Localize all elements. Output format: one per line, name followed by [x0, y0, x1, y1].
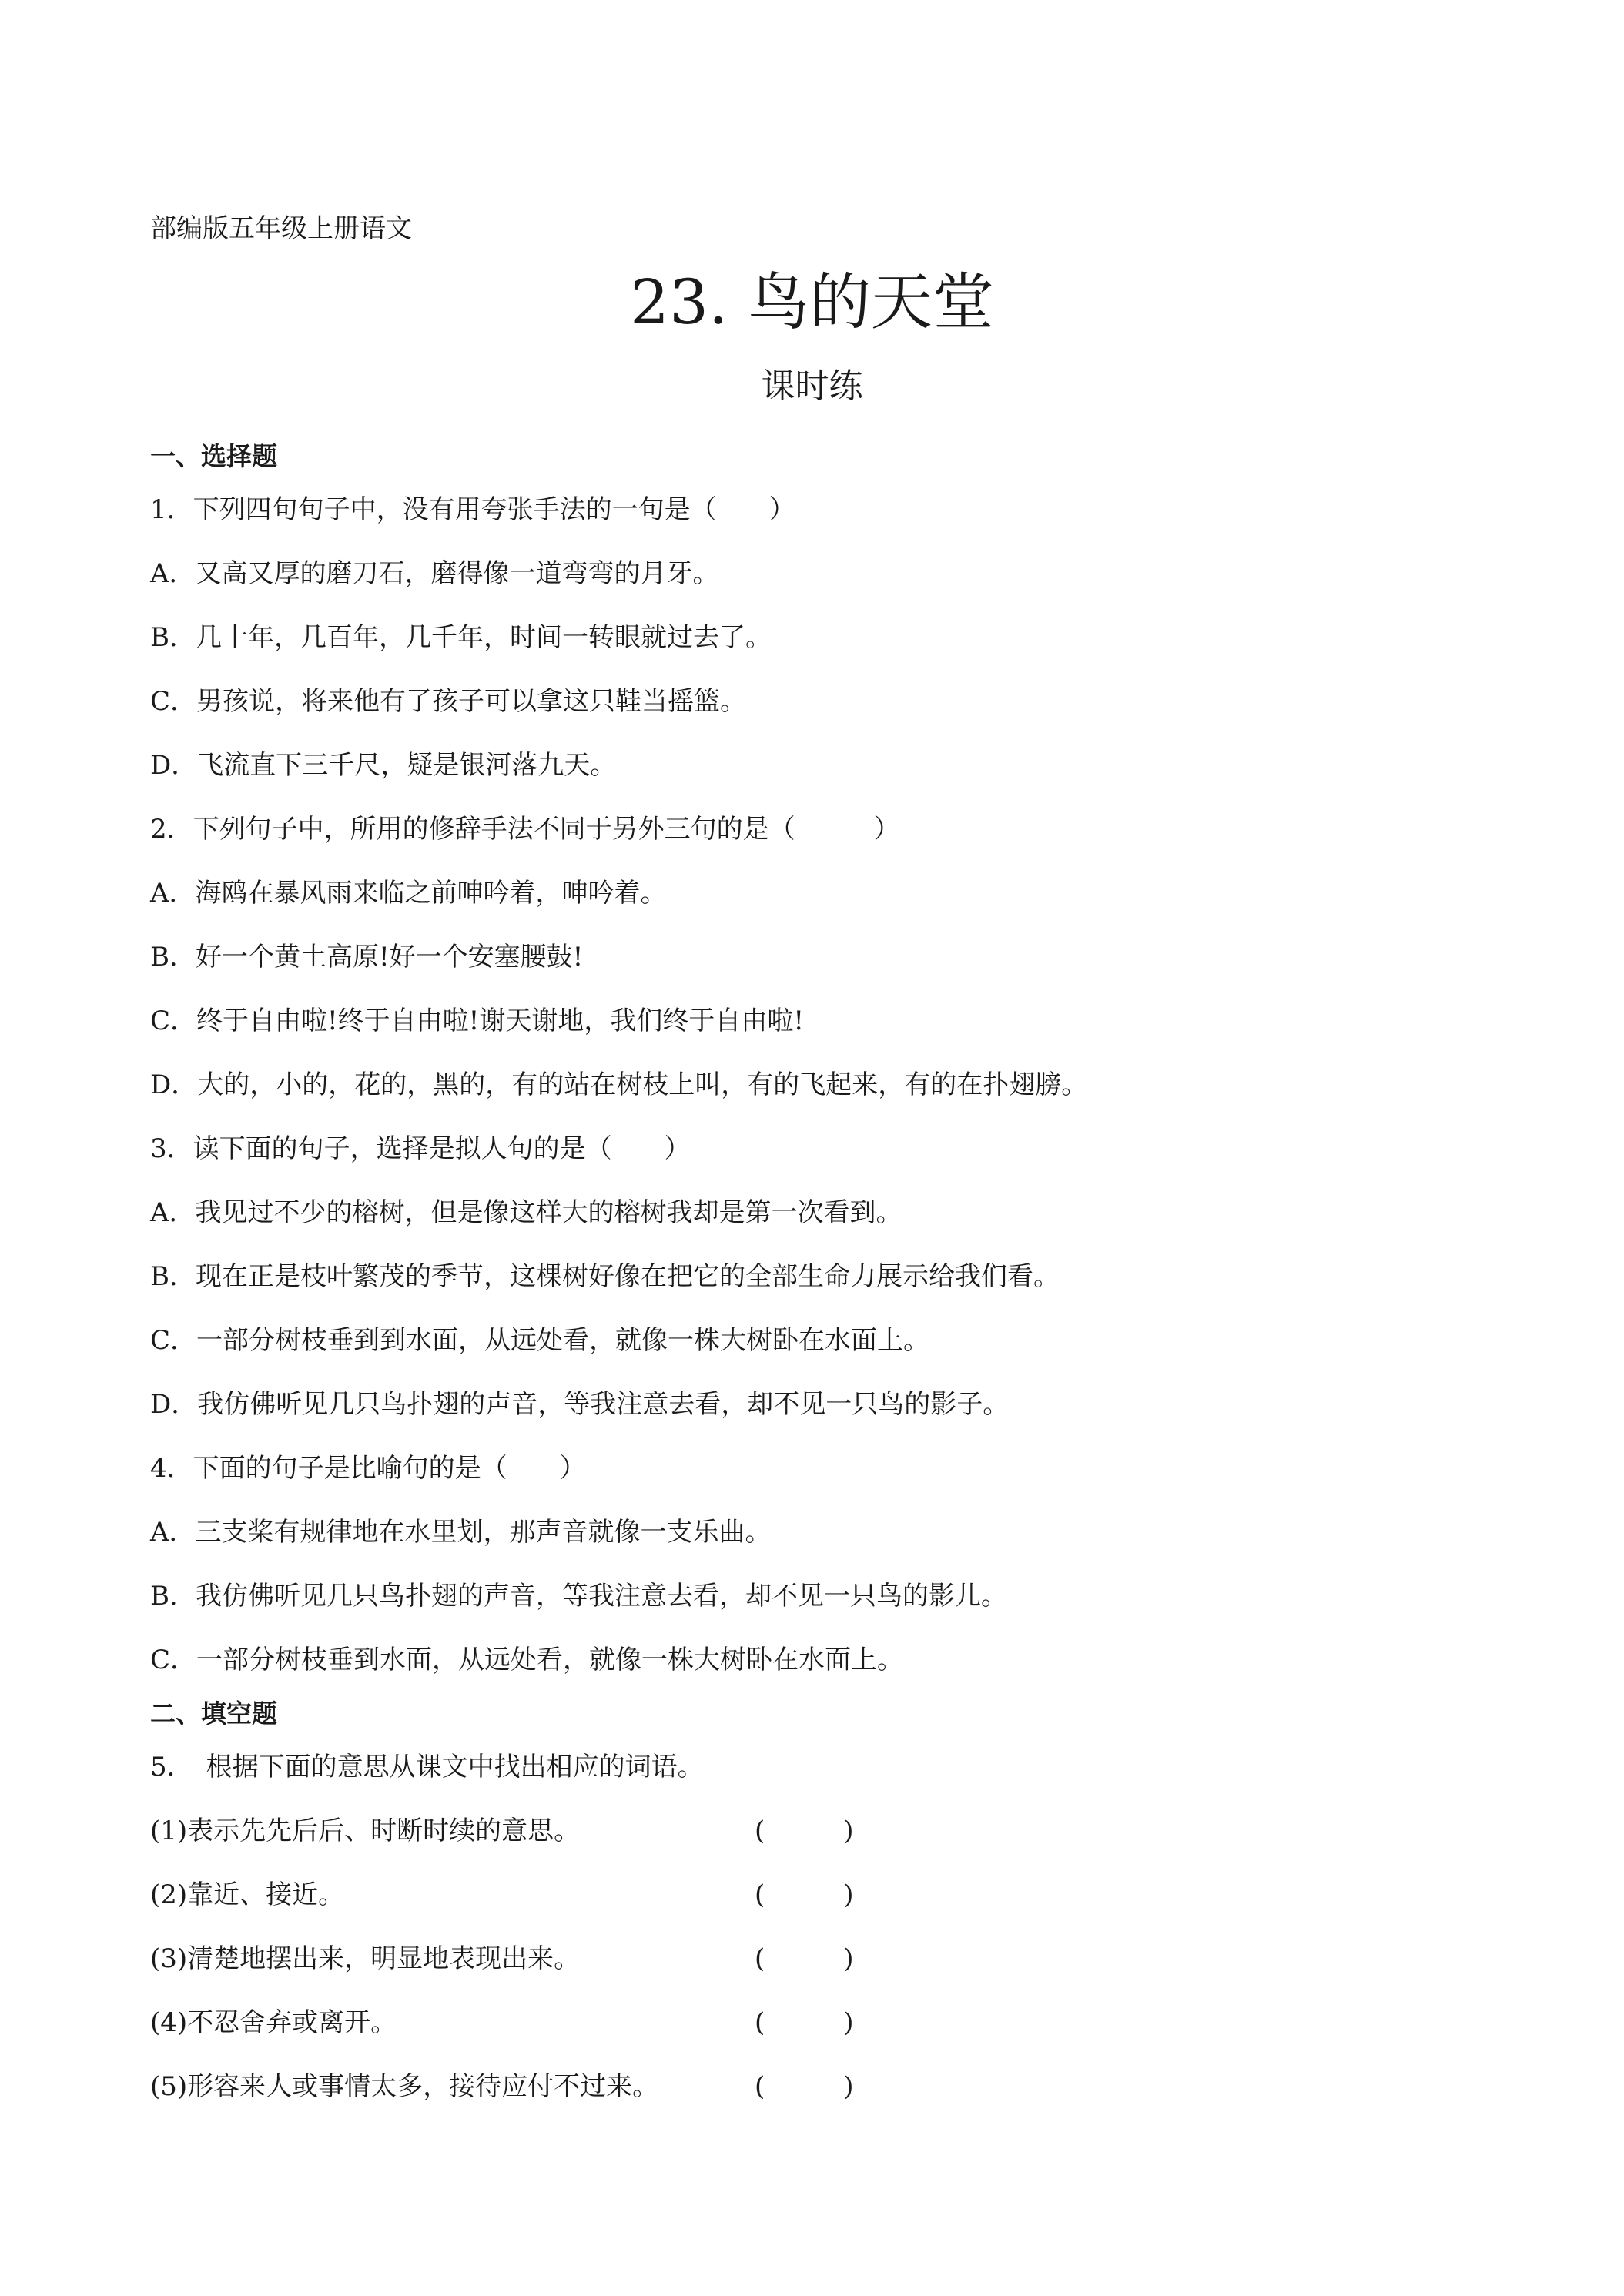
question-3 — [150, 1117, 1475, 1437]
option-c: C．男孩说，将来他有了孩子可以拿这只鞋当摇篮。 — [150, 686, 747, 717]
answer-blank[interactable]: ( ) — [755, 2071, 854, 2102]
worksheet-content — [150, 435, 1475, 2119]
question-2 — [150, 798, 1475, 1117]
option-c: C．一部分树枝垂到水面，从远处看，就像一株大树卧在水面上。 — [150, 1645, 904, 1675]
option-b: B．我仿佛听见几只鸟扑翅的声音，等我注意去看，却不见一只鸟的影儿。 — [150, 1581, 1007, 1612]
question-5-stem: 5． 根据下面的意思从课文中找出相应的词语。 — [150, 1752, 704, 1782]
fill-item-5 — [150, 2055, 1475, 2119]
question-1 — [150, 478, 1475, 798]
answer-blank[interactable]: ( ) — [755, 1943, 854, 1974]
fill-item-text: (5)形容来人或事情太多，接待应付不过来。 — [150, 2071, 659, 2102]
section-title-choice: 一、选择题 — [150, 441, 277, 471]
fill-item-text: (4)不忍舍弃或离开。 — [150, 2007, 397, 2038]
question-stem: 3．读下面的句子，选择是拟人句的是（ ） — [150, 1133, 691, 1164]
option-a: A．三支桨有规律地在水里划，那声音就像一支乐曲。 — [150, 1517, 772, 1548]
fill-item-text: (3)清楚地摆出来，明显地表现出来。 — [150, 1943, 581, 1974]
fill-item-4 — [150, 1991, 1475, 2055]
question-4 — [150, 1437, 1475, 1692]
answer-blank[interactable]: ( ) — [755, 2007, 854, 2038]
option-d: D．飞流直下三千尺，疑是银河落九天。 — [150, 750, 617, 781]
fill-item-1 — [150, 1799, 1475, 1863]
page-title: 23. 鸟的天堂 — [630, 266, 994, 338]
question-stem: 2．下列句子中，所用的修辞手法不同于另外三句的是（ ） — [150, 814, 900, 845]
fill-item-2 — [150, 1863, 1475, 1927]
option-b: B．现在正是枝叶繁茂的季节，这棵树好像在把它的全部生命力展示给我们看。 — [150, 1261, 1060, 1292]
option-c: C．一部分树枝垂到到水面，从远处看，就像一株大树卧在水面上。 — [150, 1325, 930, 1356]
option-a: A．又高又厚的磨刀石，磨得像一道弯弯的月牙。 — [150, 558, 719, 589]
option-c: C．终于自由啦!终于自由啦!谢天谢地，我们终于自由啦! — [150, 1006, 805, 1036]
fill-item-text: (2)靠近、接近。 — [150, 1879, 345, 1910]
section-title-fill: 二、填空题 — [150, 1699, 277, 1729]
subject-label: 部编版五年级上册语文 — [150, 213, 412, 244]
fill-item-text: (1)表示先先后后、时断时续的意思。 — [150, 1816, 581, 1846]
option-b: B．几十年，几百年，几千年，时间一转眼就过去了。 — [150, 622, 772, 653]
answer-blank[interactable]: ( ) — [755, 1879, 854, 1910]
question-stem: 1．下列四句句子中，没有用夸张手法的一句是（ ） — [150, 494, 795, 525]
answer-blank[interactable]: ( ) — [755, 1816, 854, 1846]
option-b: B．好一个黄土高原!好一个安塞腰鼓! — [150, 942, 584, 972]
option-a: A．我见过不少的榕树，但是像这样大的榕树我却是第一次看到。 — [150, 1197, 902, 1228]
page-subtitle: 课时练 — [761, 366, 863, 406]
option-d: D．大的，小的，花的，黑的，有的站在树枝上叫，有的飞起来，有的在扑翅膀。 — [150, 1069, 1088, 1100]
option-a: A．海鸥在暴风雨来临之前呻吟着，呻吟着。 — [150, 878, 667, 909]
option-d: D．我仿佛听见几只鸟扑翅的声音，等我注意去看，却不见一只鸟的影子。 — [150, 1389, 1010, 1420]
question-stem: 4．下面的句子是比喻句的是（ ） — [150, 1453, 586, 1484]
fill-item-3 — [150, 1927, 1475, 1991]
